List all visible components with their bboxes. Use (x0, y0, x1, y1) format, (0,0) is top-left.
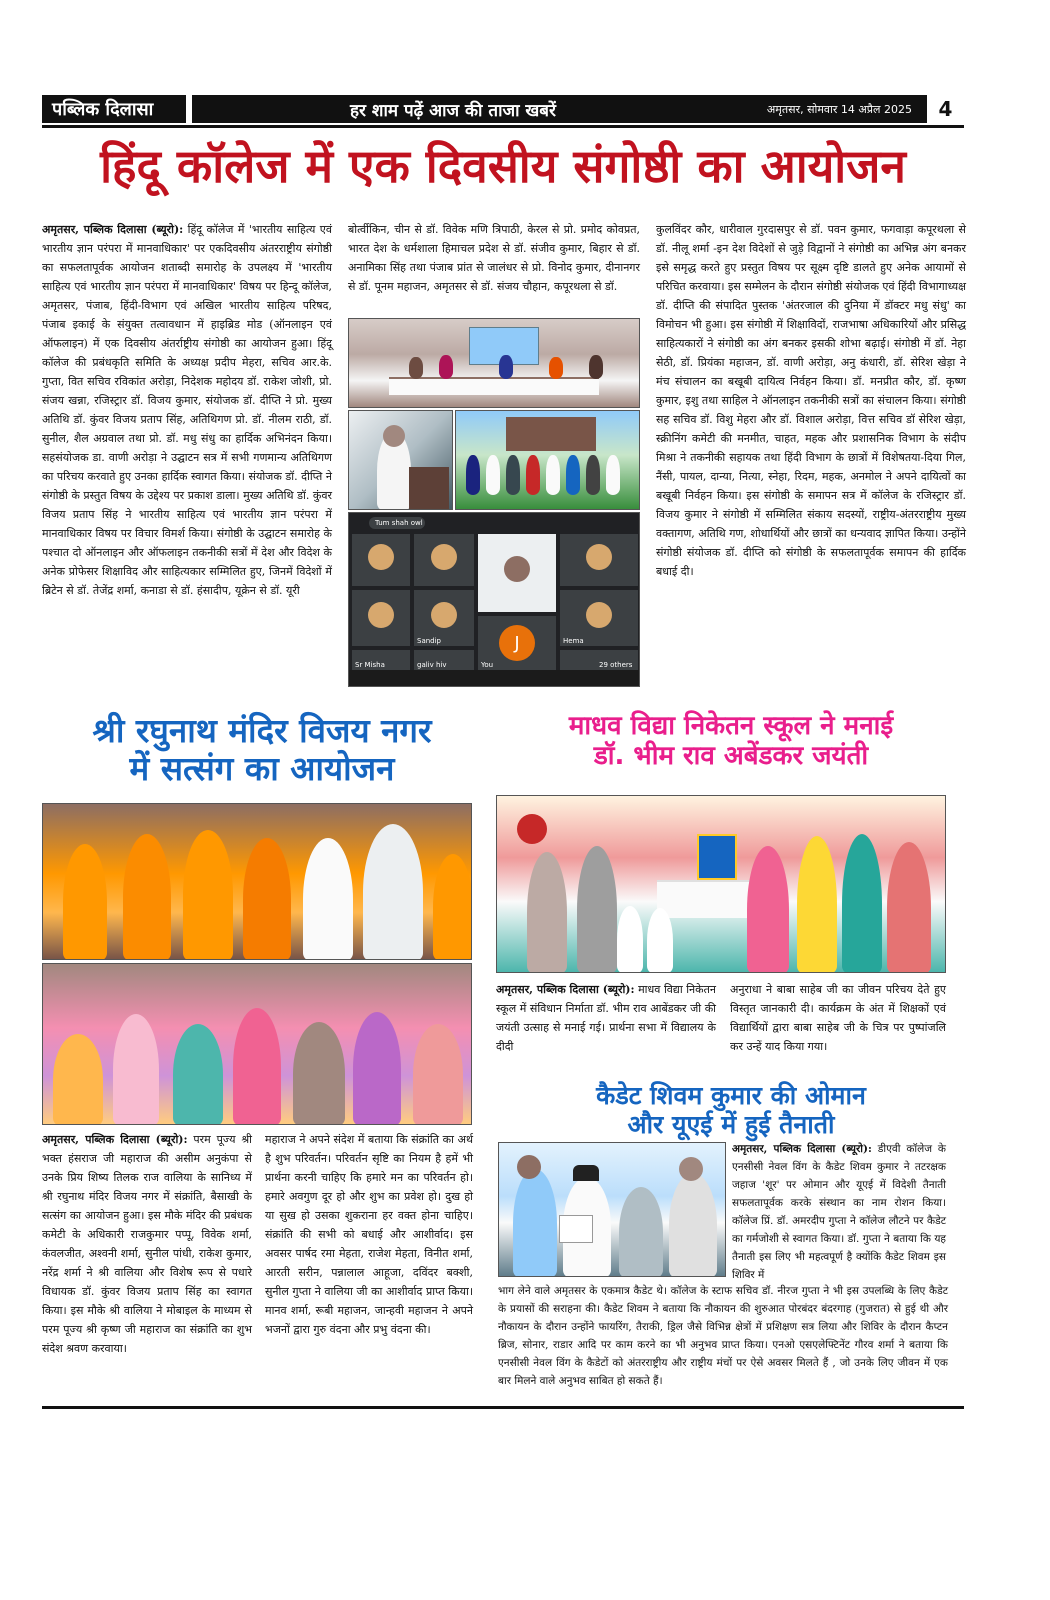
bottom-rule (42, 1406, 964, 1409)
story1-col3-text: कुलविंदर कौर, धारीवाल गुरदासपुर से डॉ. पवन कुमार, फगवाड़ा कपूरथला से डॉ. नीलू शर्मा -इन देश विदेशों से जुड़े विद्वानों ने संगोष्ठी का अभिन्न अंग बनकर इसे समृद्ध करते हुए प्रस्तुत विषय पर सूक्ष्म दृष्टि डालते हुए अनेक आयामों से परिचित करवाया। इस सम्मेलन के दौरान संगोष्ठी संयोजक एवं हिंदी विभागाध्यक्ष डॉ. दीप्ति की संपादित पुस्तक 'अंतरजाल की दुनिया में डॉक्टर मधु संधु' का विमोचन भी हुआ। इस संगोष्ठी में शिक्षाविदों, राजभाषा अधिकारियों और प्रसिद्ध साहित्यकारों ने संगोष्ठी का अंग बनकर इसकी शोभा बढ़ाई। संगोष्ठी में डॉ. नेहा सेठी, डॉ. प्रियंका महाजन, डॉ. वाणी अरोड़ा, अनु कंधारी, डॉ. सेरिश खेड़ा ने मंच संचालन का बखूबी दायित्व निर्वहन किया। डॉ. मनप्रीत कौर, डॉ. कृष्ण कुमार, इशु तथा साहिल ने ऑनलाइन तकनीकी सत्रों का संचालन किया। संगोष्ठी सह सचिव डॉ. विशु मेहरा और डॉ. विशाल अरोड़ा, वित्त सचिव डॉ सेरिश खेड़ा, स्क्रीनिंग कमेटी की मनमीत, चाहत, महक और प्रशासनिक विभाग के संदीप मिश्रा ने तकनीकी सहायक तथा हिंदी विभाग के छात्रों में विशेषतया-दिया गिल, नैंसी, पायल, दान्या, नित्या, स्नेहा, रिदम, महक, अनमोल ने अपने दायित्वों का बखूबी निर्वहन किया। इस संगोष्ठी के समापन सत्र में कॉलेज के रजिस्ट्रार डॉ. विजय कुमार ने संगोष्ठी में सम्मिलित संकाय सदस्यों, राष्ट्रीय-अंतरराष्ट्रीय मुख्य वक्तागण, अतिथि गण, शोधार्थियों और छात्रों का धन्यवाद ज्ञापित किया। उन्होंने संगोष्ठी संयोजक डॉ. दीप्ति को संगोष्ठी के सफलतापूर्वक समापन की हार्दिक बधाई दी। (656, 223, 966, 578)
masthead-brand: पब्लिक दिलासा (42, 95, 192, 123)
online-meeting-screenshot (348, 512, 640, 687)
story1-col2-text: बोर्त्वीकिन, चीन से डॉ. विवेक मणि त्रिपाठी, केरल से प्रो. प्रमोद कोवप्रत, भारत देश के धर्मशाला हिमाचल प्रदेश से डॉ. संजीव कुमार, बिहार से डॉ. अनामिका सिंह तथा पंजाब प्रांत से जालंधर से प्रो. विनोद कुमार, दीनानगर से डॉ. पूनम महाजन, अमृतसर से डॉ. संजय चौहान, कपूरथला से डॉ. (348, 223, 640, 293)
story3-column-1 (496, 980, 716, 1056)
raghunath-headline (42, 712, 482, 788)
top-rule (42, 125, 964, 128)
raghunath-headline-line-2: में सत्संग का आयोजन (129, 748, 395, 788)
cadet-headline (498, 1082, 964, 1140)
satsang-audience-photo (42, 963, 472, 1125)
story2-col1-text: परम पूज्य श्री भक्त हंसराज जी महाराज की असीम अनुकंपा से उनके प्रिय शिष्य तिलक राज वालिया के सानिध्य में श्री रघुनाथ मंदिर विजय नगर में संक्रांति, बैसाखी के सत्संग का आयोजन हुआ। इस मौके मंदिर की प्रबंधक कमेटी के अधिकारी राजकुमार पप्पू, विवेक शर्मा, कंवलजीत, अश्वनी शर्मा, सुनील पांधी, राकेश कुमार, नरेंद्र शर्मा ने श्री वालिया और विशेष रूप से पधारे विधायक डॉ. कुंवर विजय प्रताप सिंह का स्वागत किया। इस मौके श्री वालिया ने मोबाइल के माध्यम से परम पूज्य श्री कृष्ण जी महाराज का संक्रांति का शुभ संदेश श्रवण करवाया। (42, 1133, 253, 1355)
group-outdoor-photo (455, 410, 640, 510)
cadet-felicitation-photo (498, 1142, 726, 1277)
story1-col1-text: हिंदू कॉलेज में 'भारतीय साहित्य एवं भारतीय ज्ञान परंपरा में मानवाधिकार' पर एकदिवसीय अंतरराष्ट्रीय संगोष्ठी का सफलतापूर्वक आयोजन शताब्दी समारोह के उपलक्ष्य में 'भारतीय साहित्य एवं भारतीय ज्ञान परंपरा में मानवाधिकार' विषय पर हिन्दू कॉलेज, अमृतसर, पंजाब, हिंदी-विभाग एवं अखिल भारतीय साहित्य परिषद, पंजाब इकाई के संयुक्त तत्वावधान में हाइब्रिड मोड (ऑनलाइन एवं ऑफलाइन) में एक दिवसीय अंतर्राष्ट्रीय संगोष्ठी का आयोजन हुआ। हिंदू कॉलेज की प्रबंधकृति समिति के अध्यक्ष प्रदीप मेहरा, सचिव आर.के. गुप्ता, वित सचिव रविकांत अरोड़ा, निदेशक महोदय डॉ. राकेश जोशी, प्रो. संजय खन्ना, रजिस्ट्रार डॉ. विजय कुमार, संयोजक डॉ. दीप्ति ने प्रो. मुख्य अतिथि डॉ. कुंवर विजय प्रताप सिंह, अतिथिगण प्रो. डॉ. नीलम राठी, डॉ. सुनील, शैल अग्रवाल तथा प्रो. डॉ. मधु संधु का हार्दिक अभिनंदन किया। सहसंयोजक डा. वाणी अरोड़ा ने उद्घाटन सत्र में सभी गणमान्य अतिथिगण का परिचय करवाते हुए उनका हार्दिक स्वागत किया। संयोजक डॉ. दीप्ति ने संगोष्ठी के प्रस्तुत विषय के उद्देश्य पर प्रकाश डाला। मुख्य अतिथि डॉ. कुंवर विजय प्रताप सिंह ने भारतीय साहित्य एवं भारतीय ज्ञान परंपरा में मानवाधिकार विषय पर विचार विमर्श किया। संगोष्ठी के उद्घाटन समारोह के पश्चात दो ऑनलाइन और ऑफलाइन तकनीकी सत्रों में देश और विदेश के अनेक प्रोफेसर शिक्षाविद और साहित्यकार सम्मिलित हुए, जिनमें विदेशों में ब्रिटेन से डॉ. तेजेंद्र शर्मा, कनाडा से डॉ. हंसादीप, यूक्रेन से डॉ. यूरी (42, 223, 332, 597)
seminar-stage-photo (348, 318, 640, 408)
story4-full-column (498, 1282, 948, 1390)
participant-name-3: Sandip (417, 637, 442, 645)
story1-column-2 (348, 220, 640, 296)
masthead-tagline: हर शाम पढ़ें आज की ताजा खबरें (350, 100, 556, 121)
participant-name-4: Hema (563, 637, 584, 645)
story2-column-1 (42, 1130, 252, 1358)
cadet-headline-line-1: कैडेट शिवम कुमार की ओमान (596, 1081, 866, 1110)
madhav-headline (498, 712, 964, 772)
temple-welcome-photo (42, 803, 472, 960)
story1-dateline: अमृतसर, पब्लिक दिलासा (ब्यूरो): (42, 223, 184, 236)
speaker-photo (348, 410, 453, 510)
story4-side-column (732, 1140, 946, 1284)
story4-side-text: डीएवी कॉलेज के एनसीसी नेवल विंग के कैडेट शिवम कुमार ने तटरक्षक जहाज 'शूर' पर ओमान और यूएई में विदेशी तैनाती सफलतापूर्वक करके संस्थान का नाम रोशन किया। कॉलेज प्रिं. डॉ. अमरदीप गुप्ता ने कॉलेज लौटने पर कैडेट का गर्मजोशी से स्वागत किया। डॉ. गुप्ता ने बताया कि यह तैनाती इस लिए भी महत्वपूर्ण है क्योंकि कैडेट शिवम इस शिविर में (732, 1143, 946, 1281)
meeting-label: Tum shah owl (375, 519, 423, 527)
story3-col2-text: अनुराधा ने बाबा साहेब जी का जीवन परिचय देते हुए विस्तृत जानकारी दी। कार्यक्रम के अंत में शिक्षकों एवं विद्यार्थियों द्वारा बाबा साहेब जी के चित्र पर पुष्पांजलि कर उन्हें याद किया गया। (730, 983, 946, 1053)
story2-column-2 (265, 1130, 473, 1339)
story2-dateline: अमृतसर, पब्लिक दिलासा (ब्यूरो): (42, 1133, 188, 1146)
story1-column-1 (42, 220, 332, 600)
participant-avatar: J (499, 625, 535, 661)
story4-dateline: अमृतसर, पब्लिक दिलासा (ब्यूरो): (732, 1143, 872, 1155)
cadet-headline-line-2: और यूएई में हुई तैनाती (627, 1109, 835, 1139)
masthead-date: अमृतसर, सोमवार 14 अप्रैल 2025 (766, 102, 912, 116)
story3-column-2 (730, 980, 946, 1056)
raghunath-headline-line-1: श्री रघुनाथ मंदिर विजय नगर (92, 711, 432, 750)
madhav-headline-line-2: डॉ. भीम राव अबेंडकर जयंती (593, 740, 869, 771)
you-label: You (481, 661, 494, 669)
participant-name-1: Sr Misha (355, 661, 385, 669)
page-number: 4 (924, 95, 964, 123)
story2-col2-text: महाराज ने अपने संदेश में बताया कि संक्रांति का अर्थ है शुभ परिवर्तन। परिवर्तन सृष्टि का नियम है हमें भी प्रार्थना करनी चाहिए कि हमारे मन का परिवर्तन हो। हमारे अवगुण दूर हो और शुभ का प्रवेश हो। दुख हो या सुख हो उसका शुकराना हर वक्त होना चाहिए। संक्रांति की सभी को बधाई और आशीर्वाद। इस अवसर पार्षद रमा मेहता, राजेश मेहता, विनीत शर्मा, आरती सरीन, पन्नालाल आहूजा, दविंदर बक्शी, सुनील गुप्ता ने वालिया जी का आशीर्वाद प्राप्त किया। मानव शर्मा, रूबी महाजन, जान्हवी महाजन ने अपने भजनों द्वारा गुरु वंदना और प्रभु वंदना की। (265, 1133, 473, 1336)
story1-column-3 (656, 220, 966, 581)
story4-full-text: भाग लेने वाले अमृतसर के एकमात्र कैडेट थे। कॉलेज के स्टाफ सचिव डॉ. नीरज गुप्ता ने भी इस उपलब्धि के लिए कैडेट के प्रयासों की सराहना की। कैडेट शिवम ने बताया कि नौकायन की शुरुआत पोरबंदर बंदरगाह (गुजरात) से हुई थी और नौकायन के दौरान उन्होंने फायरिंग, तैराकी, ड्रिल जैसे विभिन्न क्षेत्रों में प्रशिक्षण सत्र लिया और शिविर के दौरान कैप्टन ब्रिज, सोनार, राडार आदि पर काम करने का भी अनुभव प्राप्त किया। एनओ एसएलेफ्टिनेंट गौरव शर्मा ने बताया कि एनसीसी नेवल विंग के कैडेटों को अंतरराष्ट्रीय और राष्ट्रीय मंचों पर ऐसे अवसर मिलते हैं , जो उनके लिए जीवन में एक बार मिलने वाले अनुभव साबित हो सकते हैं। (498, 1285, 948, 1387)
story3-dateline: अमृतसर, पब्लिक दिलासा (ब्यूरो): (496, 983, 635, 996)
masthead (42, 95, 964, 123)
others-label: 29 others (599, 661, 633, 669)
story3-col1-text: माधव विद्या निकेतन स्कूल में संविधान निर्माता डॉ. भीम राव आबेंडकर जी की जयंती उत्साह से मनाई गई। प्रार्थना सभा में विद्यालय के दीदी (496, 983, 716, 1053)
participant-name-2: galiv hiv (417, 661, 447, 669)
madhav-headline-line-1: माधव विद्या निकेतन स्कूल ने मनाई (568, 711, 894, 741)
ambedkar-jayanti-photo (496, 795, 946, 973)
main-headline: हिंदू कॉलेज में एक दिवसीय संगोष्ठी का आयोजन (100, 139, 906, 193)
